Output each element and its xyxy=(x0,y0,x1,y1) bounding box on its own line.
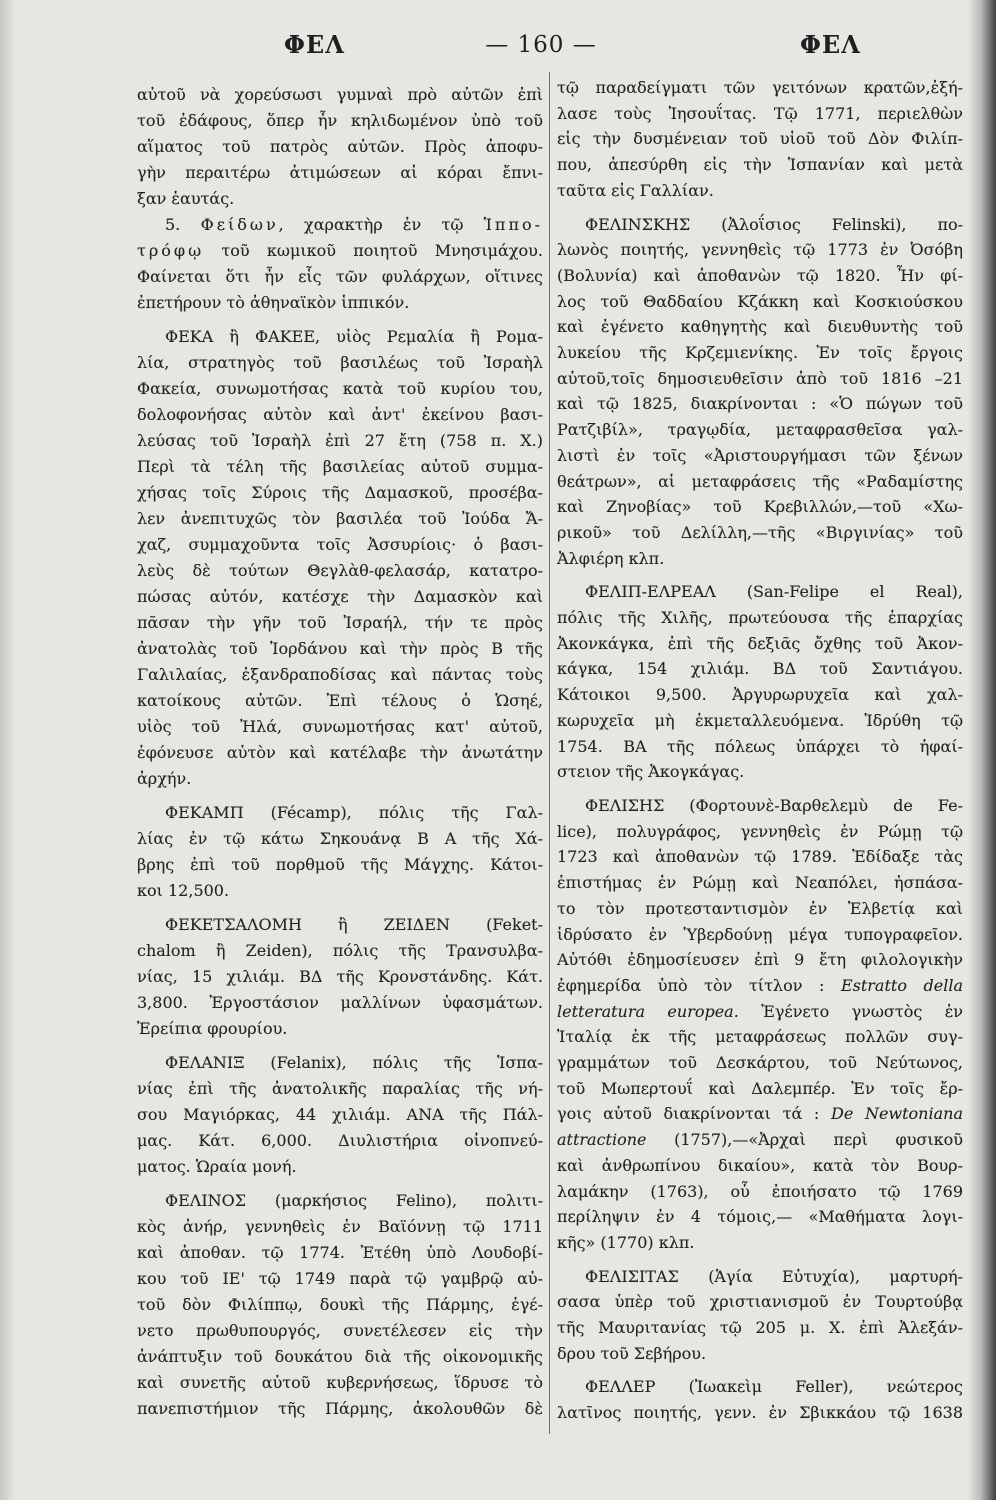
text-line: ΦΕΛΙΣΗΣ (Φορτουνὲ-Βαρθελεμὺ de Fe- xyxy=(585,795,963,815)
text-line: πᾶσαν τὴν γῆν τοῦ Ἰσραήλ, τήν τε πρὸς xyxy=(137,613,543,632)
text-line: ἀρχήν. xyxy=(137,769,192,788)
italic-text: letteratura europea. xyxy=(557,1001,739,1021)
text-line: Ἀκονκάγκα, ἐπὶ τῆς δεξιᾶς ὄχθης τοῦ Ἀκον- xyxy=(557,633,963,653)
dictionary-entry xyxy=(557,1374,963,1425)
text-line: Ἰταλίᾳ ἐκ τῆς μεταφράσεως πολλῶν συγ- xyxy=(557,1027,963,1047)
italic-text: De Newtoniana xyxy=(830,1104,963,1124)
text-line: τοῦ ἐδάφους, ὅπερ ἦν κηλιδωμένον ὑπὸ τοῦ xyxy=(137,111,543,130)
text-line: ἐπιστήμας ἐν Ρώμῃ καὶ Νεαπόλει, ἠσπάσα- xyxy=(557,873,963,893)
continued-text xyxy=(557,75,963,204)
left-column xyxy=(137,82,543,1422)
text-line: καὶ ἐγένετο καθηγητὴς καὶ διευθυντὴς τοῦ xyxy=(557,317,963,337)
continued-text xyxy=(137,82,543,212)
spaced-text: Ἱππο- xyxy=(483,215,543,234)
text-line: Ρατζιβίλ», τραγῳδία, μεταφρασθεῖσα γαλ- xyxy=(557,420,963,440)
text-line: περίληψιν ἐν 4 τόμοις,— «Μαθήματα λογι- xyxy=(557,1207,963,1227)
text-line: αὐτοῦ,τοῖς δημοσιευθεῖσιν ἀπὸ τοῦ 1816 –21 xyxy=(557,368,963,388)
text-line: ΦΕΛΛΕΡ (Ἰωακεὶμ Feller), νεώτερος xyxy=(585,1377,963,1397)
text-line xyxy=(137,212,543,238)
text-line xyxy=(557,973,963,999)
text-line: δολοφονήσας αὐτὸν καὶ ἀντ' ἐκείνου βασι- xyxy=(137,405,543,424)
text-line: βρης ἐπὶ τοῦ πορθμοῦ τῆς Μάγχης. Κάτοι- xyxy=(137,855,543,874)
text-line: χήσας τοῖς Σύροις τῆς Δαμασκοῦ, προσέβα- xyxy=(137,483,543,502)
dictionary-entry xyxy=(557,579,963,785)
text-line: λωνὸς ποιητής, γεννηθεὶς τῷ 1773 ἐν Ὀσόβη xyxy=(557,240,963,260)
text-line: καὶ ἀποθαν. τῷ 1774. Ἐτέθη ὑπὸ Λουδοβί- xyxy=(137,1243,543,1262)
text-line: 1754. ΒΑ τῆς πόλεως ὑπάρχει τὸ ἡφαί- xyxy=(557,736,963,756)
text-line: Αὐτόθι ἐδημοσίευσεν ἐπὶ 9 ἔτη φιλολογικὴν xyxy=(557,950,963,970)
right-column xyxy=(557,75,963,1426)
text-line: ματος. Ὡραία μονή. xyxy=(137,1157,297,1176)
text-line: ΦΕΛΙΝΣΚΗΣ (Ἀλοΐσιος Felinski), πο- xyxy=(585,214,963,234)
dictionary-entry xyxy=(137,800,543,904)
text-line: Ἐρείπια φρουρίου. xyxy=(137,1019,288,1038)
text-line: τῆς Μαυριτανίας τῷ 205 μ. Χ. ἐπὶ Ἀλεξάν- xyxy=(557,1318,963,1338)
text-line: lice), πολυγράφος, γεννηθεὶς ἐν Ρώμῃ τῷ xyxy=(557,821,963,841)
text-line: κάγκα, 154 χιλιάμ. ΒΔ τοῦ Σαντιάγου. xyxy=(557,659,963,679)
text-line: λος τοῦ Θαδδαίου Κζάκκη καὶ Κοσκιούσκου xyxy=(557,291,963,311)
text-line: (Βολυνία) καὶ ἀποθανὼν τῷ 1820. Ἦν φί- xyxy=(557,265,963,285)
text-line: μας. Κάτ. 6,000. Διυλιστήρια οἰνοπνεύ- xyxy=(137,1131,543,1150)
italic-text: Estratto della xyxy=(840,975,963,995)
text-line: ΦΕΛΙΠ-ΕΛΡΕΑΛ (San-Felipe el Real), xyxy=(585,582,963,602)
text-line: χαζ, συμμαχοῦντα τοῖς Ἀσσυρίοις· ὁ βασι- xyxy=(137,535,543,554)
text-line: ξαν ἑαυτάς. xyxy=(137,189,235,208)
text-line: chalom ἢ Zeiden), πόλις τῆς Τρανσυλβα- xyxy=(137,941,543,960)
page-number: — 160 — xyxy=(485,32,597,58)
text-line: το τὸν προτεσταντισμὸν ἐν Ἑλβετίᾳ καὶ xyxy=(557,898,963,918)
text-line: θεάτρων», αἱ μεταφράσεις τῆς «Ραδαμίστης xyxy=(557,471,963,491)
text-line: καὶ συνετῆς αὐτοῦ κυβερνήσεως, ἵδρυσε τὸ xyxy=(137,1373,543,1392)
text-line: λασε τοὺς Ἰησουΐτας. Τῷ 1771, περιελθὼν xyxy=(557,103,963,123)
text-line: ΦΕΛΙΝΟΣ (μαρκήσιος Felino), πολιτι- xyxy=(165,1191,543,1210)
dictionary-entry xyxy=(137,1188,543,1422)
text-line xyxy=(557,1127,963,1153)
text-line: στειον τῆς Ἀκογκάγας. xyxy=(557,762,745,782)
text-line: γραμμάτων τοῦ Δεσκάρτου, τοῦ Νεύτωνος, xyxy=(557,1053,963,1073)
text-line: υἱὸς τοῦ Ἠλά, συνωμοτήσας κατ' αὐτοῦ, xyxy=(137,717,543,736)
text-line: κωρυχεῖα μὴ ἐκμεταλλευόμενα. Ἱδρύθη τῷ xyxy=(557,710,963,730)
text-line: λατῖνος ποιητής, γενν. ἐν Σβικκάου τῷ 1638 xyxy=(557,1403,963,1423)
text-line: πώσας αὐτόν, κατέσχε τὴν Δαμασκὸν καὶ xyxy=(137,587,543,606)
text-line: 3,800. Ἐργοστάσιον μαλλίνων ὑφασμάτων. xyxy=(137,993,543,1012)
text-line: αὐτοῦ νὰ χορεύσωσι γυμναὶ πρὸ αὐτῶν ἐπὶ xyxy=(137,85,543,104)
dictionary-entry xyxy=(137,912,543,1042)
text-line: λεὺς δὲ τούτων Θεγλὰθ-φελασάρ, κατατρο- xyxy=(137,561,543,580)
text-line: ΦΕΛΑΝΙΞ (Felanix), πόλις τῆς Ἱσπα- xyxy=(165,1053,543,1072)
dictionary-entry xyxy=(557,212,963,572)
text-line: ΦΕΚΕΤΣΑΛΟΜΗ ἢ ΖΕΙΔΕΝ (Feket- xyxy=(165,915,543,934)
running-head-right: ΦΕΛ xyxy=(800,30,861,59)
text-line: πόλις τῆς Χιλῆς, πρωτεύουσα τῆς ἐπαρχίας xyxy=(557,608,963,628)
dictionary-entry xyxy=(557,793,963,1256)
text-line: λεν ἀνεπιτυχῶς τὸν βασιλέα τοῦ Ἰούδα Ἄ- xyxy=(137,509,543,528)
spaced-text: τρόφῳ xyxy=(137,241,205,260)
text-line: ἐπετήρουν τὸ ἀθηναϊκὸν ἱππικόν. xyxy=(137,293,410,312)
text-line: ἱδρύσατο ἐν Ὑβερδούνῃ μέγα τυπογραφεῖον. xyxy=(557,924,963,944)
text-line xyxy=(557,999,963,1025)
text-line: καὶ ἀνθρωπίνου δικαίου», κατὰ τὸν Βουρ- xyxy=(557,1155,963,1175)
text-line: λίας ἐν τῷ κάτω Σηκουάνᾳ Β Α τῆς Χά- xyxy=(137,829,543,848)
text-line: τοῦ Μωπερτουΐ καὶ Δαλεμπέρ. Ἐν τοῖς ἔρ- xyxy=(557,1078,963,1098)
text-line: ἀνάπτυξιν τοῦ δουκάτου διὰ τῆς οἰκονομικῆς xyxy=(137,1347,543,1366)
text-line: καὶ τῷ 1825, διακρίνονται : «Ὁ πώγων τοῦ xyxy=(557,394,963,414)
text-line: τοῦ δὸν Φιλίππῳ, δουκὶ τῆς Πάρμης, ἐγέ- xyxy=(137,1295,543,1314)
text-line: Φαίνεται ὅτι ἦν εἷς τῶν φυλάρχων, οἵτινες xyxy=(137,267,543,286)
dictionary-entry xyxy=(137,1050,543,1180)
text-segment: , χαρακτὴρ ἐν τῷ xyxy=(278,215,484,234)
text-line: λαμάκην (1763), οὗ ἐποιήσατο τῷ 1769 xyxy=(557,1181,963,1201)
text-line: σασα ὑπὲρ τοῦ χριστιανισμοῦ ἐν Τουρτούβᾳ xyxy=(557,1292,963,1312)
text-segment: ἐφημερίδα ὑπὸ τὸν τίτλον : xyxy=(557,975,841,995)
text-line: λία, στρατηγὸς τοῦ βασιλέως τοῦ Ἰσραὴλ xyxy=(137,353,543,372)
dictionary-entry xyxy=(557,1264,963,1367)
text-line: τῷ παραδείγματι τῶν γειτόνων κρατῶν,ἐξή- xyxy=(557,78,963,97)
page-edge-shadow-right xyxy=(968,0,996,1500)
text-line: Περὶ τὰ τέλη τῆς βασιλείας αὐτοῦ συμμα- xyxy=(137,457,543,476)
dictionary-entry xyxy=(137,212,543,316)
text-line: νίας ἐπὶ τῆς ἀνατολικῆς παραλίας τῆς νή- xyxy=(137,1079,543,1098)
text-segment: τοῦ κωμικοῦ ποιητοῦ Μνησιμάχου. xyxy=(204,241,543,260)
text-line: Ἀλφιέρη κλπ. xyxy=(557,548,665,568)
text-line xyxy=(557,1101,963,1127)
text-line: ΦΕΛΙΣΙΤΑΣ (Ἁγία Εὐτυχία), μαρτυρή- xyxy=(585,1266,963,1286)
text-line: λιστὶ ἐν τοῖς «Ἀριστουργήμασι τῶν ξένων xyxy=(557,445,963,465)
text-line: καὶ Ζηνοβίας» τοῦ Κρεβιλλών,—τοῦ «Χω- xyxy=(557,497,963,517)
text-line: ΦΕΚΑ ἢ ΦΑΚΕΕ, υἱὸς Ρεμαλία ἢ Ρομα- xyxy=(165,327,543,346)
text-line: λεύσας τοῦ Ἰσραὴλ ἐπὶ 27 ἔτη (758 π. Χ.) xyxy=(137,431,543,450)
page-edge-shadow-left xyxy=(0,0,16,1500)
text-line: γὴν περαιτέρω ἀτιμώσεων αἱ κόραι ἔπνι- xyxy=(137,163,543,182)
text-line: ἐφόνευσε αὐτὸν καὶ κατέλαβε τὴν ἀνωτάτην xyxy=(137,743,543,762)
text-line: κῆς» (1770) κλπ. xyxy=(557,1232,695,1252)
text-line: ΦΕΚΑΜΠ (Fécamp), πόλις τῆς Γαλ- xyxy=(165,803,543,822)
text-line: που, ἀπεσύρθη εἰς τὴν Ἱσπανίαν καὶ μετὰ xyxy=(557,155,963,175)
text-line: κοι 12,500. xyxy=(137,881,230,900)
text-segment: Ἐγένετο γνωστὸς ἐν xyxy=(738,1001,963,1021)
italic-text: attractione xyxy=(557,1130,647,1150)
text-line: Κάτοικοι 9,500. Ἀργυρωρυχεῖα καὶ χαλ- xyxy=(557,685,963,705)
text-line: ἀνατολὰς τοῦ Ἰορδάνου καὶ τὴν πρὸς Β τῆς xyxy=(137,639,543,658)
text-line: νίας, 15 χιλιάμ. ΒΔ τῆς Κρονστάνδης. Κάτ. xyxy=(137,967,543,986)
text-segment: 5. xyxy=(165,215,201,234)
text-segment: (1757),—«Ἀρχαὶ περὶ φυσικοῦ xyxy=(646,1130,963,1150)
text-line: δρου τοῦ Σεβήρου. xyxy=(557,1343,707,1363)
text-line: κὸς ἀνήρ, γεννηθεὶς ἐν Βαϊόννῃ τῷ 1711 xyxy=(137,1217,543,1236)
dictionary-entry xyxy=(137,324,543,792)
text-line: αἵματος τοῦ πατρὸς αὐτῶν. Πρὸς ἀποφυ- xyxy=(137,137,543,156)
text-line: κου τοῦ ΙΕ' τῷ 1749 παρὰ τῷ γαμβρῷ αὐ- xyxy=(137,1269,543,1288)
text-line: ταῦτα εἰς Γαλλίαν. xyxy=(557,180,714,200)
running-head-left: ΦΕΛ xyxy=(284,30,345,59)
text-line: λυκείου τῆς Κρζεμιενίκης. Ἐν τοῖς ἔργοις xyxy=(557,343,963,363)
text-line: Γαλιλαίας, ἐξανδραποδίσας καὶ πάντας τοὺς xyxy=(137,665,543,684)
text-segment: γοις αὐτοῦ διακρίνονται τά : xyxy=(557,1104,831,1124)
text-line xyxy=(137,238,543,264)
text-line: Φακεία, συνωμοτήσας κατὰ τοῦ κυρίου του, xyxy=(137,379,543,398)
text-line: σου Μαγιόρκας, 44 χιλιάμ. ΑΝΑ τῆς Πάλ- xyxy=(137,1105,543,1124)
text-line: νετο πρωθυπουργός, συνετέλεσεν εἰς τὴν xyxy=(137,1321,543,1340)
text-line: κατοίκους αὐτῶν. Ἐπὶ τέλους ὁ Ὡσηέ, xyxy=(137,691,543,710)
text-line: ρικοῦ» τοῦ Δελίλλη,—τῆς «Βιργινίας» τοῦ xyxy=(557,522,963,542)
text-line: εἰς τὴν δυσμένειαν τοῦ υἱοῦ τοῦ Δὸν Φιλίπ- xyxy=(557,129,963,149)
text-line: 1723 καὶ ἀποθανὼν τῷ 1789. Ἐδίδαξε τὰς xyxy=(557,847,963,867)
column-divider xyxy=(549,72,550,1434)
text-line: πανεπιστήμιον τῆς Πάρμης, ἀκολουθῶν δὲ xyxy=(137,1399,543,1418)
spaced-text: Φείδων xyxy=(200,215,279,234)
